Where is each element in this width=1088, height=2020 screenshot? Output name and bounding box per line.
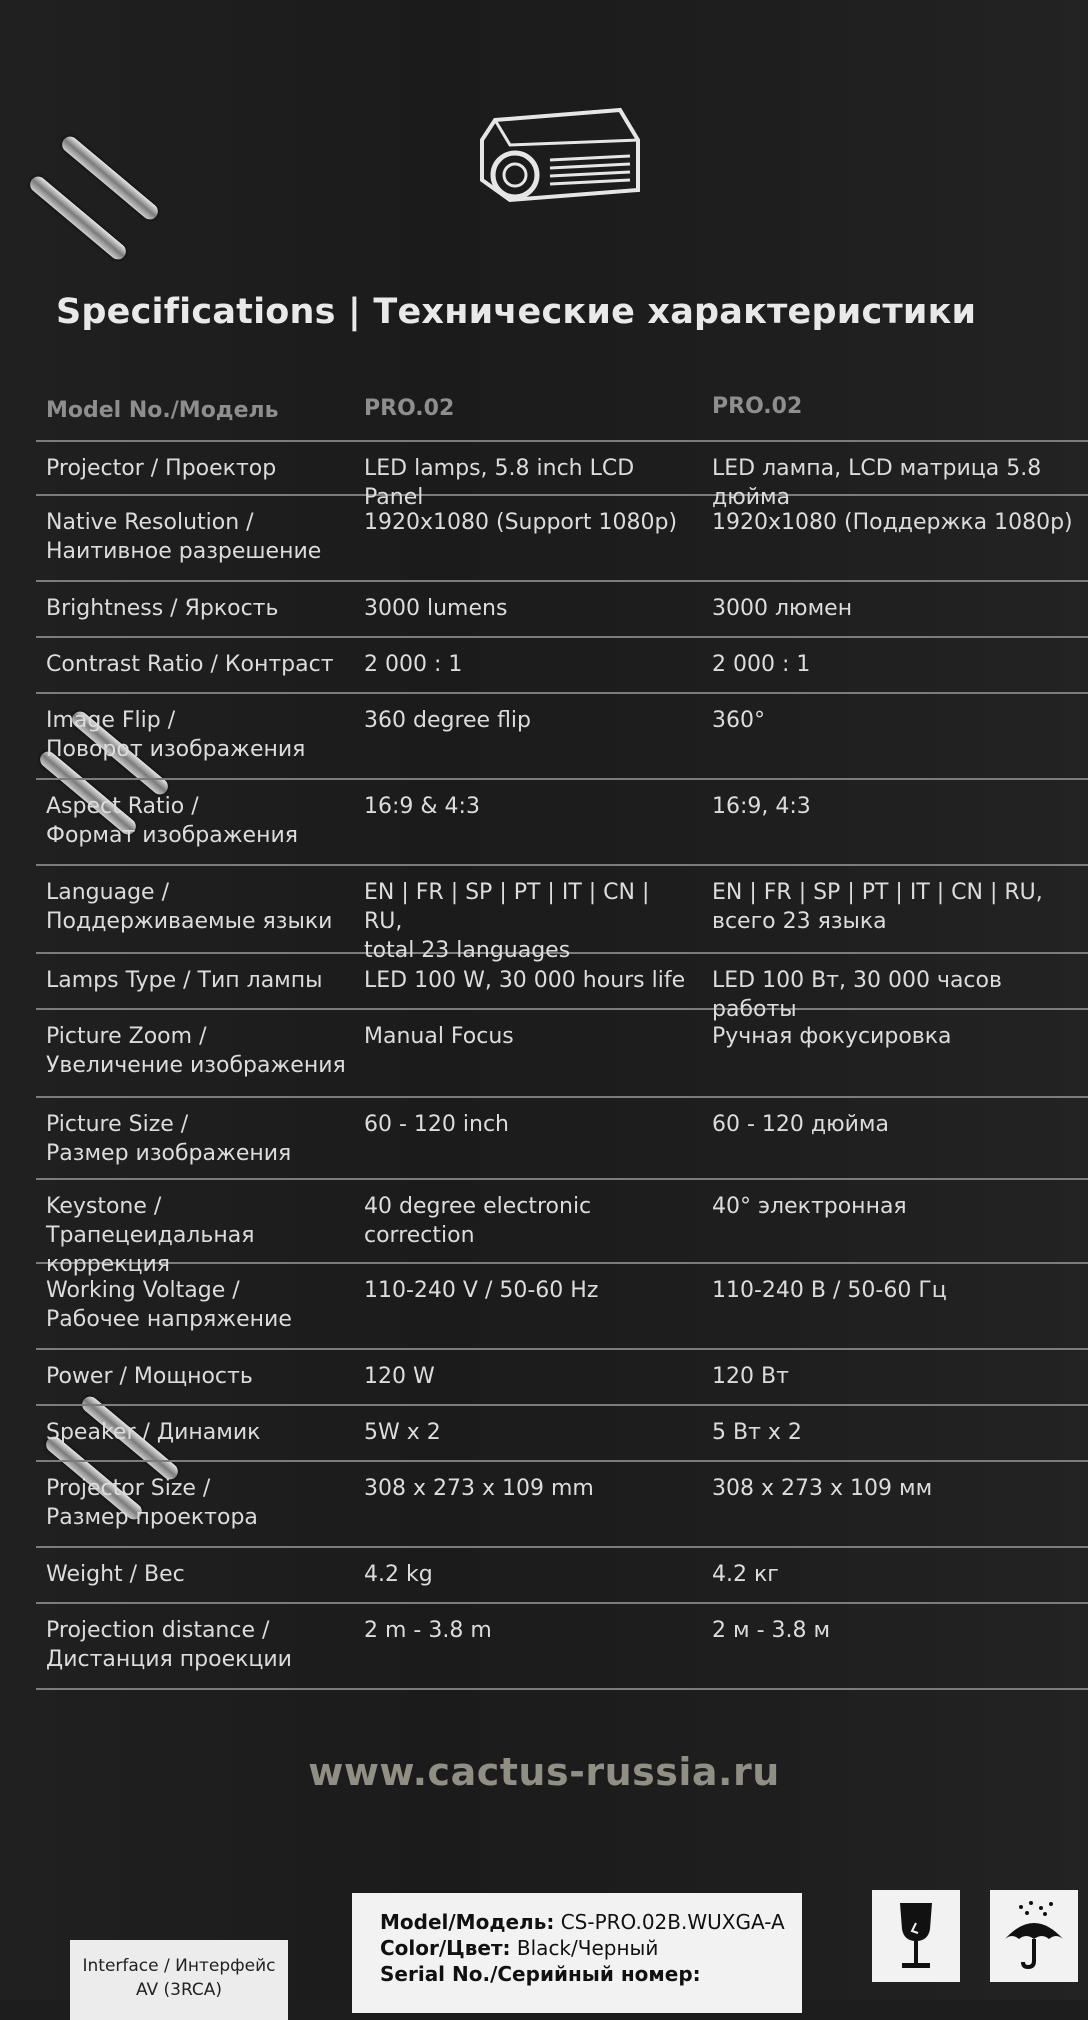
spec-value-ru: 120 Вт <box>712 1364 789 1389</box>
spec-label: Lamps Type / Тип лампы <box>46 968 323 993</box>
interface-sticker <box>70 1940 288 2020</box>
spec-value-en: 120 W <box>364 1364 435 1389</box>
spec-value-ru: LED лампа, LCD матрица 5.8 дюйма <box>712 456 1042 510</box>
spec-row <box>36 1604 1088 1690</box>
spec-value-ru: 2 000 : 1 <box>712 652 811 677</box>
spec-row <box>36 1406 1088 1462</box>
label-model-line <box>380 1909 802 1935</box>
spec-value-en: 3000 lumens <box>364 596 508 621</box>
fragile-glass-icon <box>888 1899 944 1973</box>
spec-value-en: 40 degree electronic correction <box>364 1194 592 1248</box>
header-label: Model No./Модель <box>46 398 279 423</box>
spec-value-ru: 16:9, 4:3 <box>712 794 811 819</box>
spec-row <box>36 1180 1088 1277</box>
spec-table <box>36 380 1088 1690</box>
label-value: CS-PRO.02B.WUXGA-A <box>560 1910 785 1934</box>
spec-label: Picture Zoom / Увеличение изображения <box>46 1024 346 1078</box>
spec-label: Projector / Проектор <box>46 456 277 481</box>
spec-value-ru: LED 100 Вт, 30 000 часов работы <box>712 968 1002 1022</box>
spec-label: Weight / Вес <box>46 1562 185 1587</box>
spec-row <box>36 1462 1088 1548</box>
sticker-line: Interface / Интерфейс <box>82 1956 276 1976</box>
spec-row <box>36 1010 1088 1098</box>
spec-value-ru: 40° электронная <box>712 1194 907 1219</box>
spec-value-ru: 110-240 В / 50-60 Гц <box>712 1278 947 1303</box>
spec-row <box>36 780 1088 866</box>
spec-value-ru: Ручная фокусировка <box>712 1024 952 1049</box>
spec-label: Picture Size / Размер изображения <box>46 1112 292 1166</box>
keep-dry-umbrella-icon <box>990 1890 1078 1982</box>
header-model-en: PRO.02 <box>364 396 455 421</box>
label-key: Serial No./Серийный номер: <box>380 1962 701 1986</box>
spec-label: Keystone / Трапецеидальная коррекция <box>46 1194 255 1277</box>
spec-value-en: 60 - 120 inch <box>364 1112 509 1137</box>
spec-row <box>36 582 1088 638</box>
spec-label: Language / Поддерживаемые языки <box>46 880 333 934</box>
spec-row <box>36 1264 1088 1350</box>
spec-value-en: 360 degree flip <box>364 708 532 733</box>
spec-value-en: LED lamps, 5.8 inch LCD Panel <box>364 456 635 510</box>
spec-value-ru: 5 Вт x 2 <box>712 1420 802 1445</box>
spec-row <box>36 496 1088 582</box>
projector-icon <box>470 100 650 220</box>
spec-value-ru: 4.2 кг <box>712 1562 779 1587</box>
spec-value-en: 110-240 V / 50-60 Hz <box>364 1278 599 1303</box>
spec-header-row <box>36 380 1088 442</box>
spec-row <box>36 1350 1088 1406</box>
spec-row <box>36 442 1088 510</box>
spec-label: Speaker / Динамик <box>46 1420 261 1445</box>
spec-value-en: 5W x 2 <box>364 1420 441 1445</box>
website-url: www.cactus-russia.ru <box>308 1750 780 1794</box>
spec-row <box>36 1548 1088 1604</box>
spec-row <box>36 866 1088 963</box>
spec-label: Brightness / Яркость <box>46 596 279 621</box>
label-color-line <box>380 1935 802 1961</box>
spec-label: Aspect Ratio / Формат изображения <box>46 794 298 848</box>
spec-label: Image Flip / Поворот изображения <box>46 708 306 762</box>
spec-value-en: 4.2 kg <box>364 1562 433 1587</box>
spec-label: Power / Мощность <box>46 1364 253 1389</box>
spec-row <box>36 1098 1088 1180</box>
spec-row <box>36 638 1088 694</box>
spec-value-ru: 2 м - 3.8 м <box>712 1618 831 1643</box>
spec-value-ru: 3000 люмен <box>712 596 853 621</box>
spec-value-en: 2 m - 3.8 m <box>364 1618 492 1643</box>
header-model-ru: PRO.02 <box>712 394 803 419</box>
page-title: Specifications | Технические характеристики <box>56 292 977 332</box>
keep-dry-umbrella-icon <box>999 1899 1069 1973</box>
spec-value-ru: 1920x1080 (Поддержка 1080p) <box>712 510 1073 535</box>
spec-value-en: 1920x1080 (Support 1080p) <box>364 510 678 535</box>
spec-value-en: EN | FR | SP | PT | IT | CN | RU, total 23 languages <box>364 880 650 963</box>
spec-row <box>36 954 1088 1022</box>
label-key: Model/Модель: <box>380 1910 555 1934</box>
spec-value-ru: 60 - 120 дюйма <box>712 1112 890 1137</box>
spec-row <box>36 694 1088 780</box>
fragile-glass-icon <box>872 1890 960 1982</box>
spec-label: Working Voltage / Рабочее напряжение <box>46 1278 292 1332</box>
spec-value-en: 2 000 : 1 <box>364 652 463 677</box>
spec-label: Projector Size / Размер проектора <box>46 1476 258 1530</box>
label-key: Color/Цвет: <box>380 1936 511 1960</box>
sticker-line: AV (3RCA) <box>135 1980 223 2000</box>
spec-label: Native Resolution / Наитивное разрешение <box>46 510 322 564</box>
spec-value-en: 308 x 273 x 109 mm <box>364 1476 594 1501</box>
label-serial-line <box>380 1961 802 1987</box>
product-label <box>352 1893 802 2013</box>
label-value: Black/Черный <box>516 1936 659 1960</box>
spec-value-en: Manual Focus <box>364 1024 514 1049</box>
spec-value-ru: EN | FR | SP | PT | IT | CN | RU, всего 23 языка <box>712 880 1043 934</box>
spec-label: Contrast Ratio / Контраст <box>46 652 334 677</box>
spec-value-en: LED 100 W, 30 000 hours life <box>364 968 686 993</box>
spec-value-ru: 308 x 273 x 109 мм <box>712 1476 933 1501</box>
spec-value-ru: 360° <box>712 708 765 733</box>
spec-label: Projection distance / Дистанция проекции <box>46 1618 292 1672</box>
spec-value-en: 16:9 & 4:3 <box>364 794 480 819</box>
